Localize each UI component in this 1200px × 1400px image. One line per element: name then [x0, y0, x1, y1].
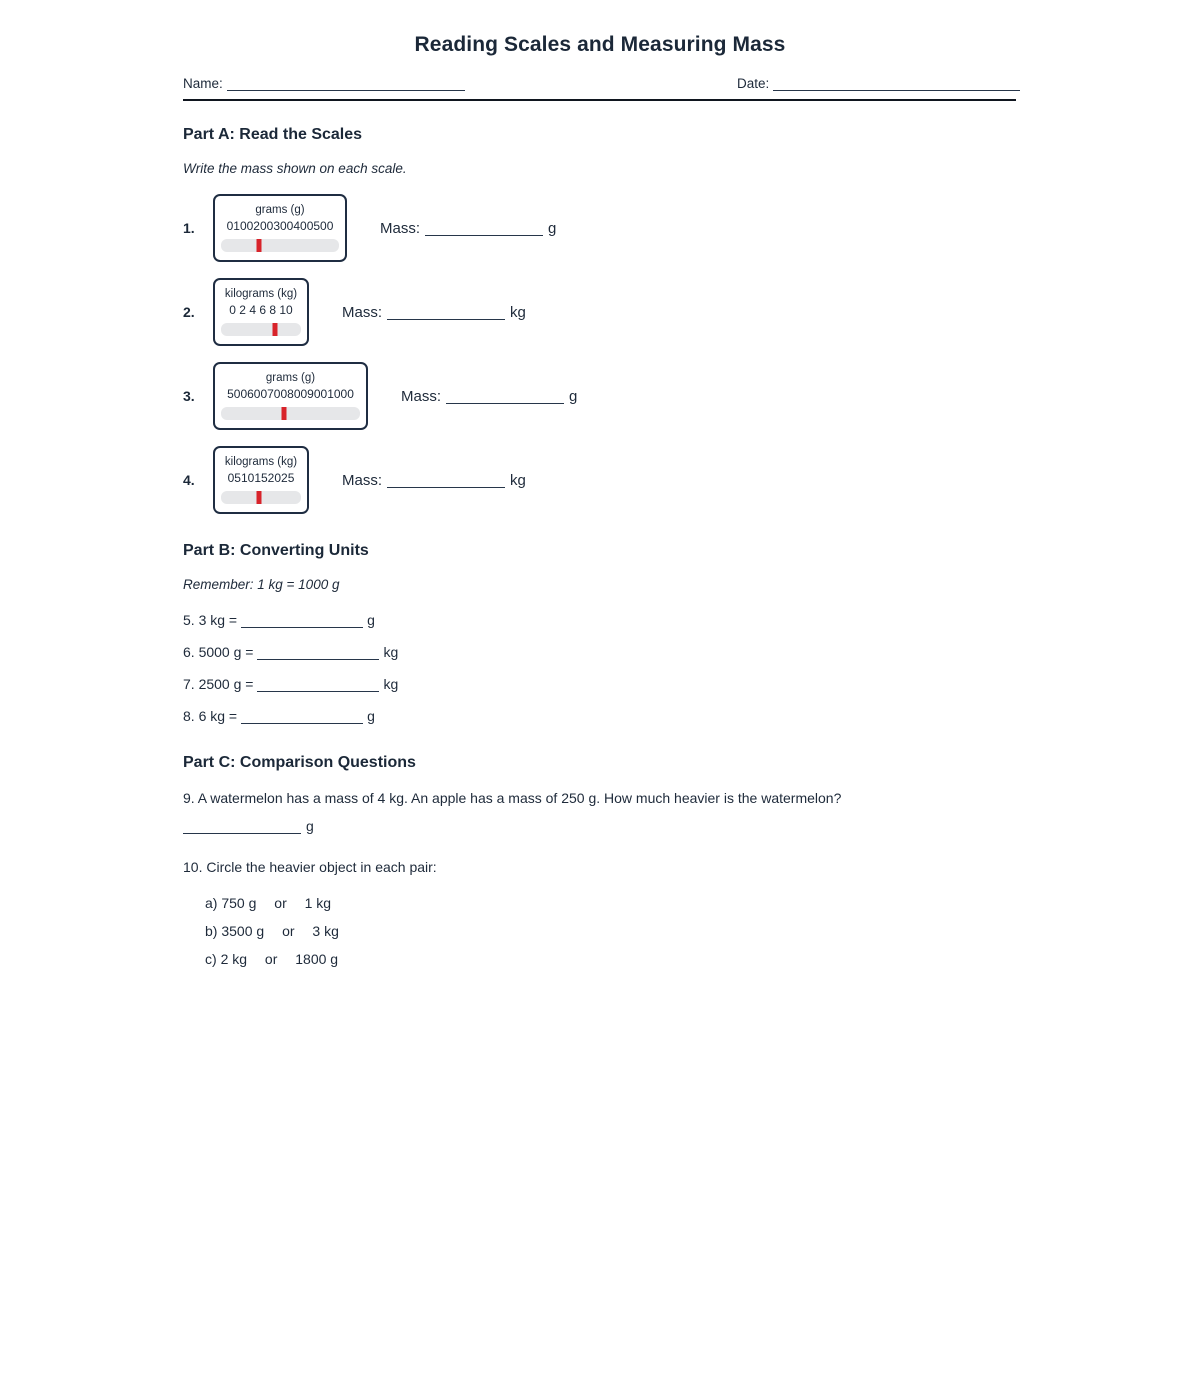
question-9-text: 9. A watermelon has a mass of 4 kg. An apple has a mass of 250 g. How much heavier is the watermelon? [183, 790, 842, 806]
mass-answer-line[interactable] [425, 235, 543, 236]
scale-problem-row [183, 438, 983, 522]
conversion-unit: kg [383, 644, 399, 660]
mass-label: Mass: [342, 471, 383, 489]
pair-label: b) [205, 922, 218, 939]
header-divider [183, 99, 1016, 101]
conversion-answer-line[interactable] [257, 659, 379, 660]
scale-problem-row [183, 354, 983, 438]
scale-tick-labels: 5006007008009001000 [227, 387, 354, 402]
pair-conjunction: or [264, 950, 278, 967]
mass-answer-field [380, 220, 556, 237]
scale-needle-marker [273, 323, 278, 336]
scale-diagram [213, 362, 368, 430]
pair-label: c) [205, 950, 217, 967]
scale-bar [221, 323, 301, 336]
scale-unit-label: grams (g) [255, 203, 305, 216]
scale-tick-labels: 0510152025 [227, 471, 295, 486]
pair-conjunction: or [274, 894, 287, 911]
name-date-row [183, 76, 1016, 98]
pair-option-left[interactable]: 3500 g [221, 922, 265, 939]
conversion-unit: g [367, 612, 375, 628]
conversion-item [183, 700, 783, 732]
pair-option-left[interactable]: 750 g [221, 894, 257, 911]
question-number: 2. [183, 304, 195, 320]
mass-answer-field [401, 388, 577, 405]
name-label: Name: [183, 76, 223, 91]
part-b-reminder: Remember: 1 kg = 1000 g [183, 577, 340, 592]
part-a-heading: Part A: Read the Scales [183, 126, 363, 143]
conversion-item [183, 668, 783, 700]
scale-needle-marker [256, 239, 261, 252]
part-c-body [183, 788, 1013, 973]
mass-unit: g [569, 387, 578, 405]
question-9-answer [183, 816, 1013, 836]
scale-unit-label: kilograms (kg) [224, 287, 298, 300]
mass-unit: kg [510, 303, 526, 321]
scale-needle-marker [281, 407, 286, 420]
conversion-unit: g [367, 708, 375, 724]
conversion-prompt: 6. 5000 g = [183, 644, 254, 660]
scale-unit-label: grams (g) [265, 371, 316, 384]
name-input-line[interactable] [227, 90, 465, 91]
mass-answer-field [342, 304, 526, 321]
scale-diagram [213, 278, 309, 346]
question-number: 3. [183, 388, 195, 404]
scale-bar [221, 407, 360, 420]
comparison-pair-row [205, 889, 1013, 917]
scale-problem-list [183, 186, 983, 522]
conversion-problem-list [183, 604, 783, 732]
conversion-item [183, 604, 783, 636]
question-number: 1. [183, 220, 195, 236]
scale-needle-marker [256, 491, 261, 504]
conversion-answer-line[interactable] [257, 691, 379, 692]
question-9-answer-line[interactable] [183, 833, 301, 834]
mass-label: Mass: [380, 219, 421, 237]
mass-label: Mass: [342, 303, 383, 321]
comparison-pair-list [183, 889, 1013, 973]
page-title: Reading Scales and Measuring Mass [414, 33, 786, 56]
conversion-item [183, 636, 783, 668]
question-number: 4. [183, 472, 195, 488]
pair-option-right[interactable]: 1800 g [295, 950, 339, 967]
pair-option-right[interactable]: 3 kg [312, 922, 339, 939]
mass-answer-line[interactable] [446, 403, 564, 404]
conversion-answer-line[interactable] [241, 627, 363, 628]
conversion-prompt: 5. 3 kg = [183, 612, 238, 628]
part-a-instruction: Write the mass shown on each scale. [183, 161, 407, 176]
scale-bar [221, 491, 301, 504]
conversion-answer-line[interactable] [241, 723, 363, 724]
date-field [737, 76, 1020, 91]
pair-label: a) [205, 894, 218, 911]
date-input-line[interactable] [773, 90, 1020, 91]
scale-diagram [213, 446, 309, 514]
scale-tick-labels: 0 2 4 6 8 10 [229, 303, 293, 318]
question-10-text: 10. Circle the heavier object in each pair: [183, 858, 437, 875]
pair-option-left[interactable]: 2 kg [220, 950, 248, 967]
pair-conjunction: or [282, 922, 295, 939]
conversion-prompt: 8. 6 kg = [183, 708, 238, 724]
conversion-prompt: 7. 2500 g = [183, 676, 254, 692]
scale-diagram [213, 194, 347, 262]
part-b-heading: Part B: Converting Units [183, 542, 369, 559]
comparison-pair-row [205, 945, 1013, 973]
comparison-pair-row [205, 917, 1013, 945]
mass-answer-line[interactable] [387, 487, 505, 488]
mass-answer-line[interactable] [387, 319, 505, 320]
conversion-unit: kg [383, 676, 399, 692]
mass-answer-field [342, 472, 526, 489]
mass-label: Mass: [401, 387, 442, 405]
mass-unit: g [548, 219, 557, 237]
scale-unit-label: kilograms (kg) [224, 455, 298, 468]
name-field [183, 76, 465, 91]
mass-unit: kg [510, 471, 526, 489]
question-9-unit: g [306, 818, 314, 835]
scale-problem-row [183, 186, 983, 270]
pair-option-right[interactable]: 1 kg [304, 894, 332, 911]
date-label: Date: [737, 76, 770, 91]
scale-problem-row [183, 270, 983, 354]
scale-tick-labels: 0100200300400500 [226, 219, 334, 234]
scale-bar [221, 239, 339, 252]
part-c-heading: Part C: Comparison Questions [183, 754, 416, 771]
